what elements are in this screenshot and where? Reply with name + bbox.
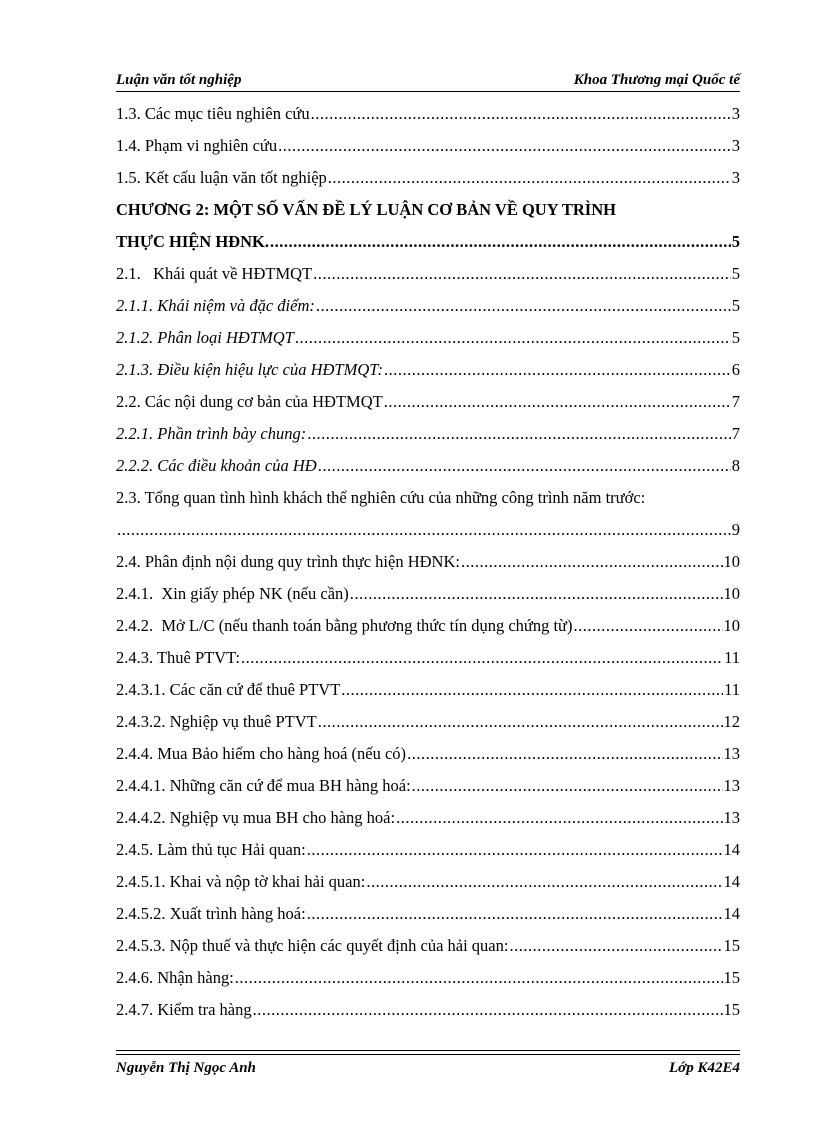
toc-entry-page: 10	[723, 616, 740, 635]
toc-entry[interactable]	[116, 284, 740, 316]
toc-entry[interactable]	[116, 668, 740, 700]
toc-leader	[341, 680, 723, 700]
toc-leader	[318, 712, 723, 732]
toc-entry[interactable]	[116, 604, 740, 636]
toc-leader	[278, 136, 731, 156]
toc-entry[interactable]	[116, 764, 740, 796]
toc-entry[interactable]	[116, 348, 740, 380]
toc-entry-page: 5	[731, 264, 740, 283]
toc-entry[interactable]	[116, 540, 740, 572]
toc-leader	[307, 424, 731, 444]
toc-entry-continuation[interactable]	[116, 508, 740, 540]
toc-entry[interactable]	[116, 156, 740, 188]
toc-entry-title: 2.4.3. Thuê PTVT:	[116, 648, 240, 667]
toc-entry-title: 1.3. Các mục tiêu nghiên cứu	[116, 104, 310, 123]
toc-leader	[328, 168, 731, 188]
toc-entry-page: 15	[723, 936, 740, 955]
toc-chapter-heading[interactable]	[116, 188, 740, 220]
toc-entry-page: 12	[723, 712, 740, 731]
toc-entry-title: 1.5. Kết cấu luận văn tốt nghiệp	[116, 168, 327, 187]
toc-entry[interactable]	[116, 828, 740, 860]
toc-entry-title: THỰC HIỆN HĐNK.	[116, 232, 269, 251]
toc-leader	[307, 840, 723, 860]
toc-entry-title: 2.4.5.2. Xuất trình hàng hoá:	[116, 904, 306, 923]
toc-entry-title: 2.2.1. Phần trình bày chung:	[116, 424, 307, 443]
toc-leader	[316, 296, 731, 316]
toc-leader	[396, 808, 722, 828]
toc-entry-page: 10	[723, 584, 740, 603]
toc-entry-wrapped[interactable]	[116, 476, 740, 508]
toc-entry[interactable]	[116, 124, 740, 156]
toc-leader	[574, 616, 723, 636]
toc-entry-page: 15	[723, 968, 740, 987]
toc-entry-page: 8	[731, 456, 740, 475]
toc-leader	[509, 936, 722, 956]
toc-leader	[295, 328, 731, 348]
toc-entry-title: 2.4. Phân định nội dung quy trình thực hiện HĐNK:	[116, 552, 460, 571]
page-header	[116, 70, 740, 90]
toc-entry[interactable]	[116, 956, 740, 988]
toc-entry-title: 2.4.7. Kiểm tra hàng	[116, 1000, 252, 1019]
toc-leader	[270, 232, 731, 252]
toc-entry[interactable]	[116, 572, 740, 604]
toc-entry[interactable]	[116, 412, 740, 444]
footer-class-label: Lớp K42E4	[669, 1060, 740, 1076]
header-faculty-label: Khoa Thương mại Quốc tế	[573, 72, 740, 88]
toc-entry-page: 6	[731, 360, 740, 379]
toc-entry-page: 5	[731, 232, 740, 251]
toc-leader	[366, 872, 722, 892]
page-footer	[116, 1058, 740, 1078]
toc-entry-title: 2.1. Khái quát về HĐTMQT	[116, 264, 313, 283]
toc-entry[interactable]	[116, 220, 740, 252]
toc-entry-page: 5	[731, 296, 740, 315]
toc-leader	[241, 648, 723, 668]
toc-entry[interactable]	[116, 700, 740, 732]
toc-leader	[117, 520, 731, 540]
toc-entry-page: 13	[723, 776, 740, 795]
toc-chapter-title: CHƯƠNG 2: MỘT SỐ VẤN ĐỀ LÝ LUẬN CƠ BẢN VỀ QUY TRÌNH	[116, 200, 616, 219]
toc-entry[interactable]	[116, 252, 740, 284]
toc-entry-page: 3	[731, 168, 740, 187]
toc-entry-title: 2.4.5.3. Nộp thuế và thực hiện các quyết định của hải quan:	[116, 936, 509, 955]
toc-entry-title: 2.4.4.2. Nghiệp vụ mua BH cho hàng hoá:	[116, 808, 396, 827]
toc-leader	[350, 584, 723, 604]
toc-entry-page: 11	[724, 680, 740, 699]
toc-entry-title: 2.4.1. Xin giấy phép NK (nếu cần)	[116, 584, 349, 603]
toc-entry-title: 2.3. Tổng quan tình hình khách thể nghiên cứu của những công trình năm trước:	[116, 488, 646, 507]
toc-entry-page: 7	[731, 424, 740, 443]
toc-entry[interactable]	[116, 860, 740, 892]
toc-entry[interactable]	[116, 92, 740, 124]
toc-entry[interactable]	[116, 444, 740, 476]
toc-entry[interactable]	[116, 796, 740, 828]
toc-entry[interactable]	[116, 988, 740, 1020]
toc-leader	[253, 1000, 723, 1020]
toc-entry-page: 15	[723, 1000, 740, 1019]
toc-entry-title: 2.1.2. Phân loại HĐTMQT	[116, 328, 294, 347]
toc-leader	[412, 776, 723, 796]
toc-entry[interactable]	[116, 892, 740, 924]
footer-rule	[116, 1050, 740, 1051]
toc-leader	[384, 360, 731, 380]
toc-entry-title: 2.2. Các nội dung cơ bản của HĐTMQT	[116, 392, 383, 411]
toc-entry-page: 13	[723, 744, 740, 763]
toc-entry-page: 14	[723, 904, 740, 923]
toc-entry-title: 2.4.4.1. Những căn cứ để mua BH hàng hoá:	[116, 776, 411, 795]
toc-entry[interactable]	[116, 316, 740, 348]
toc-entry-page: 10	[723, 552, 740, 571]
toc-leader	[318, 456, 731, 476]
toc-entry-title: 2.1.1. Khái niệm và đặc điểm:	[116, 296, 315, 315]
toc-entry-title: 2.4.2. Mở L/C (nếu thanh toán bằng phương thức tín dụng chứng từ)	[116, 616, 573, 635]
toc-entry[interactable]	[116, 636, 740, 668]
toc-entry-title: 2.4.4. Mua Bảo hiểm cho hàng hoá (nếu có)	[116, 744, 407, 763]
toc-entry[interactable]	[116, 732, 740, 764]
toc-entry-title: 2.4.6. Nhận hàng:	[116, 968, 234, 987]
toc-entry-page: 7	[731, 392, 740, 411]
toc-entry[interactable]	[116, 380, 740, 412]
toc-leader	[311, 104, 731, 124]
toc-leader	[235, 968, 723, 988]
toc-entry-page: 3	[731, 136, 740, 155]
toc-entry-page: 14	[723, 872, 740, 891]
toc-leader	[384, 392, 731, 412]
toc-leader	[307, 904, 723, 924]
toc-entry-title: 2.1.3. Điều kiện hiệu lực của HĐTMQT:	[116, 360, 383, 379]
toc-entry-title: 1.4. Phạm vi nghiên cứu	[116, 136, 278, 155]
toc-entry-title: 2.2.2. Các điều khoản của HĐ	[116, 456, 317, 475]
toc-leader	[407, 744, 722, 764]
header-thesis-label: Luận văn tốt nghiệp	[116, 72, 242, 88]
toc-entry-page: 13	[723, 808, 740, 827]
toc-entry-page: 3	[731, 104, 740, 123]
toc-entry-title: 2.4.3.1. Các căn cứ để thuê PTVT	[116, 680, 341, 699]
footer-author-name: Nguyễn Thị Ngọc Anh	[116, 1060, 256, 1076]
toc-entry-title: 2.4.5. Làm thủ tục Hải quan:	[116, 840, 306, 859]
toc-entry-page: 5	[731, 328, 740, 347]
toc-entry-title: 2.4.3.2. Nghiệp vụ thuê PTVT	[116, 712, 317, 731]
footer-rule	[116, 1054, 740, 1055]
toc-entry[interactable]	[116, 924, 740, 956]
toc-entry-page: 9	[731, 520, 740, 539]
toc-leader	[313, 264, 731, 284]
toc-entry-page: 11	[724, 648, 740, 667]
toc-entry-page: 14	[723, 840, 740, 859]
toc-leader	[461, 552, 723, 572]
toc-entry-title: 2.4.5.1. Khai và nộp tờ khai hải quan:	[116, 872, 366, 891]
